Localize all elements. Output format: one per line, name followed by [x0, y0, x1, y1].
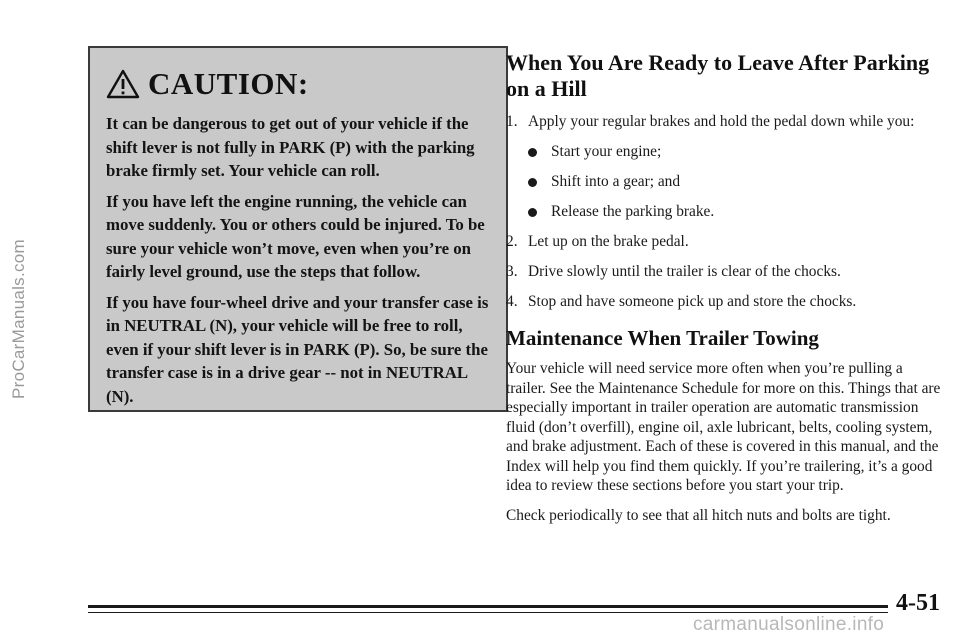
section-heading-trailer-maintenance: Maintenance When Trailer Towing: [506, 326, 819, 350]
step-text: Apply your regular brakes and hold the pedal down while you:: [528, 113, 915, 130]
step-item: [506, 112, 946, 132]
bullet-text: Release the parking brake.: [551, 203, 715, 220]
warning-triangle-icon: [106, 69, 140, 99]
caution-box: [88, 46, 508, 412]
step-number: 4.: [506, 293, 518, 310]
bullet-icon: [528, 208, 537, 217]
bullet-text: Start your engine;: [551, 143, 662, 160]
page-number: 4-51: [896, 590, 940, 616]
step-text: Stop and have someone pick up and store the chocks.: [528, 293, 857, 310]
caution-paragraph: If you have left the engine running, the vehicle can move suddenly. You or others could be injured. To be sure your vehicle won’t move, even when you’re on fairly level ground, use the steps that follow.: [106, 191, 485, 281]
body-paragraph: Your vehicle will need service more often when you’re pulling a trailer. See the Maintenance Schedule for more on this. Things that are especially important in trailer operation are automatic transmission fluid (don’t overfill), engine oil, axle lubricant, belts, cooling system, and brake adjustment. Each of these is covered in this manual, and the Index will help you find them quickly. If you’re trailering, it’s a good idea to review these sections before you start your trip.: [506, 360, 941, 494]
bullet-item: [528, 142, 946, 162]
bullet-item: [528, 202, 946, 222]
caution-paragraph: If you have four-wheel drive and your transfer case is in NEUTRAL (N), your vehicle will be free to roll, even if your shift lever is in PARK (P). So, be sure the transfer case is in a drive gear -- not in NEUTRAL (N).: [106, 292, 489, 406]
step-number: 1.: [506, 113, 518, 130]
body-paragraph: Check periodically to see that all hitch nuts and bolts are tight.: [506, 506, 891, 524]
bullet-text: Shift into a gear; and: [551, 173, 681, 190]
footer-rule-thin: [88, 612, 888, 613]
bullet-item: [528, 172, 946, 192]
step-number: 2.: [506, 233, 518, 250]
side-watermark-text: ProCarManuals.com: [9, 238, 29, 399]
step-text: Let up on the brake pedal.: [528, 233, 689, 250]
bullet-icon: [528, 178, 537, 187]
side-watermark: [4, 0, 34, 637]
footer-rule: [88, 605, 888, 608]
bullet-icon: [528, 148, 537, 157]
right-column: [506, 50, 946, 535]
section-heading-leave-hill: When You Are Ready to Leave After Parking on a Hill: [506, 50, 930, 101]
step-text: Drive slowly until the trailer is clear of the chocks.: [528, 263, 841, 280]
caution-title: CAUTION:: [148, 66, 309, 101]
bottom-watermark: carmanualsonline.info: [693, 614, 885, 635]
step-item: [506, 232, 946, 252]
caution-paragraph: It can be dangerous to get out of your vehicle if the shift lever is not fully in PARK (P) with the parking brake firmly set. Your vehicle can roll.: [106, 114, 475, 180]
step-item: [506, 262, 946, 282]
caution-header: [106, 66, 490, 102]
step-item: [506, 292, 946, 312]
step-number: 3.: [506, 263, 518, 280]
